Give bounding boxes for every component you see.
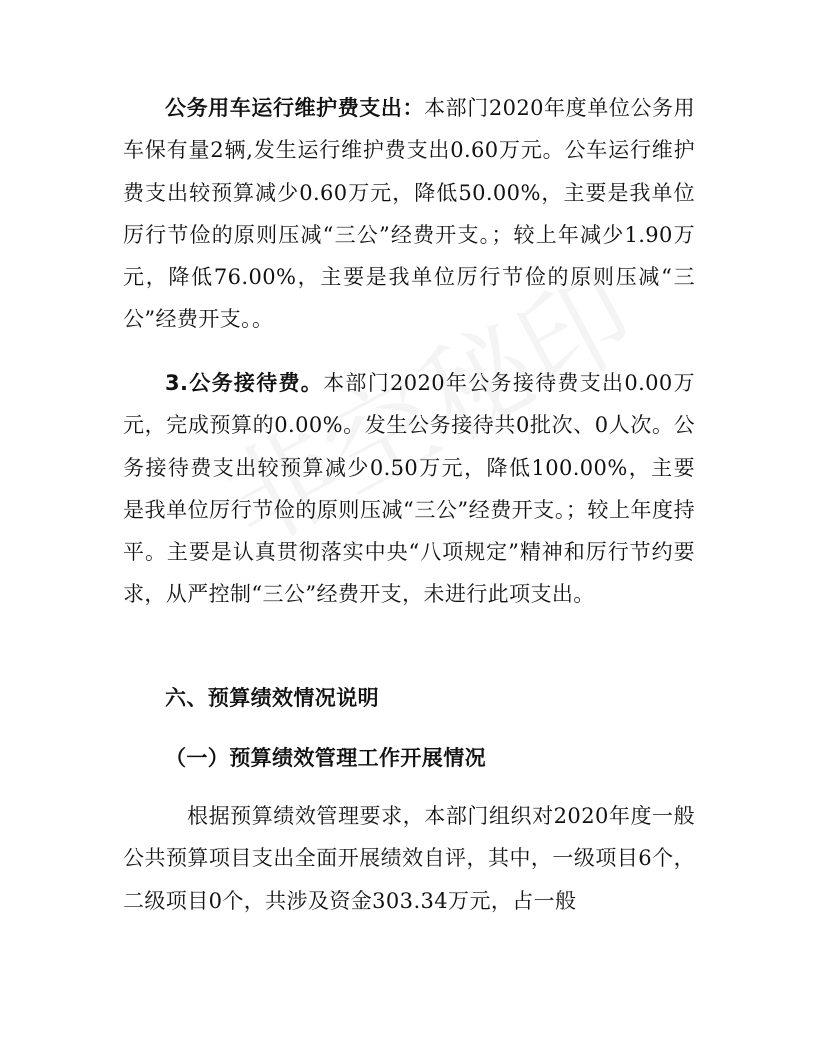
reception-expense-lead: 3.公务接待费。 — [165, 371, 324, 395]
subsection-heading: （一）预算绩效管理工作开展情况 — [165, 746, 486, 770]
vehicle-expense-lead: 公务用车运行维护费支出： — [165, 96, 425, 120]
paragraph-performance: 根据预算绩效管理要求，本部门组织对2020年度一般公共预算项目支出全面开展绩效自评，其中，一级项目6个，二级项目0个，共涉及资金303.34万元，占一般 — [123, 804, 695, 913]
reception-expense-body: 本部门2020年公务接待费支出0.00万元，完成预算的0.00%。发生公务接待共0批次、0人次。公务接待费支出较预算减少0.50万元，降低100.00%，主要是我单位厉行节俭的原则压减“三公”经费开支。；较上年度持平。主要是认真贯彻落实中央“八项规定”精神和厉行节约要求，从严控制“三公”经费开支，未进行此项支出。 — [123, 371, 695, 607]
paragraph-reception-expense — [123, 362, 695, 616]
vehicle-expense-body: 本部门2020年度单位公务用车保有量2辆,发生运行维护费支出0.60万元。公车运行维护费支出较预算减少0.60万元，降低50.00%，主要是我单位厉行节俭的原则压减“三公”经费开支。；较上年减少1.90万元，降低76.00%，主要是我单位厉行节俭的原则压减“三公”经费开支。。 — [123, 96, 695, 332]
paragraph-vehicle-expense — [123, 87, 695, 341]
section-heading: 六、预算绩效情况说明 — [165, 686, 379, 710]
